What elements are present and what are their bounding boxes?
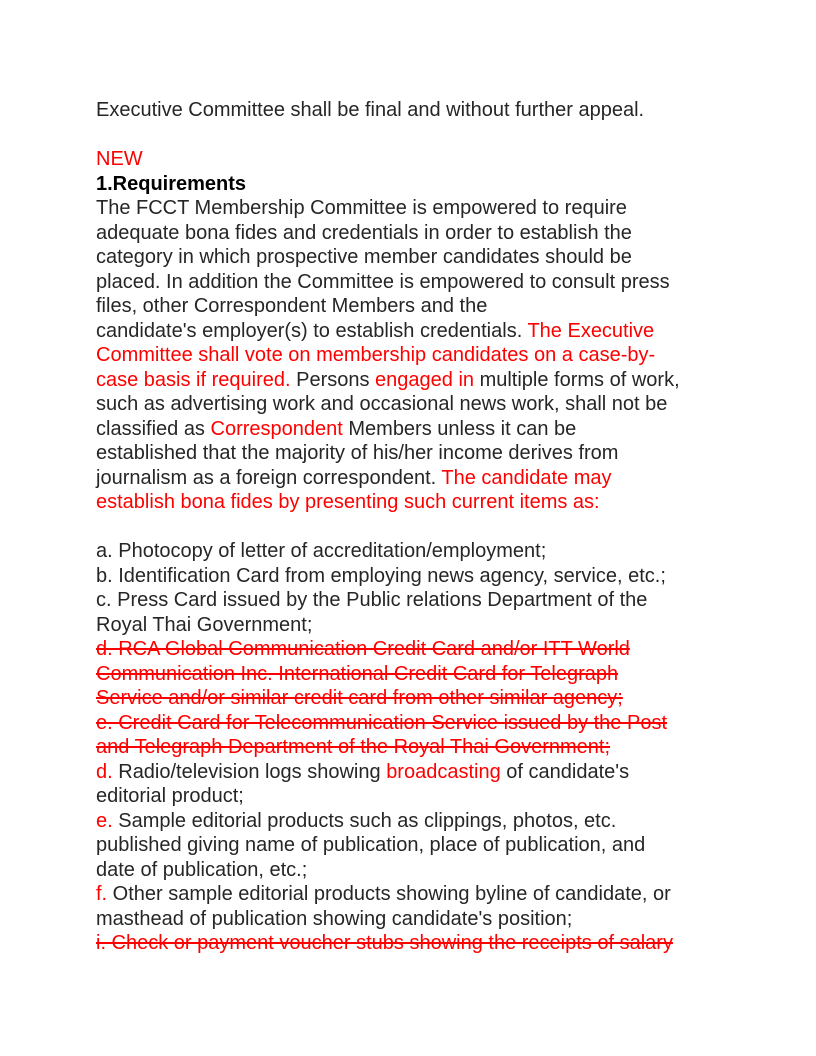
text-line: [96, 711, 667, 735]
text-segment: a. Photocopy of letter of accreditation/employment;: [96, 540, 547, 562]
text-line: [96, 833, 645, 857]
text-segment: files, other Correspondent Members and the: [96, 295, 488, 317]
text-segment: placed. In addition the Committee is empowered to consult press: [96, 270, 670, 293]
text-line: [96, 907, 572, 931]
revised-text: Committee shall vote on membership candidates on a case-by-: [96, 344, 656, 366]
text-line: [96, 588, 647, 612]
text-segment: adequate bona fides and credentials in order to establish the: [96, 221, 632, 244]
text-line: [96, 270, 670, 294]
text-line: [96, 858, 307, 882]
text-segment: multiple forms of work,: [474, 368, 680, 391]
text-line: [96, 368, 680, 392]
text-line: [96, 662, 618, 686]
text-line: [96, 686, 623, 710]
text-line: [96, 882, 671, 906]
revised-text: The candidate may: [441, 466, 612, 489]
text-segment: editorial product;: [96, 785, 244, 807]
text-segment: Executive Committee shall be final and without further appeal.: [96, 99, 645, 121]
text-line: [96, 490, 600, 514]
revised-text: Correspondent: [210, 417, 343, 440]
text-segment: Members unless it can be: [342, 417, 577, 440]
text-segment: Sample editorial products such as clippings, photos, etc.: [112, 809, 617, 832]
text-line: [96, 343, 655, 367]
text-line: [96, 735, 610, 759]
deleted-text: d. RCA Global Communication Credit Card and/or ITT World: [96, 638, 630, 660]
revised-text: NEW: [96, 148, 143, 170]
text-line: [96, 564, 666, 588]
revised-text: case basis if required.: [96, 368, 291, 391]
revised-text: broadcasting: [386, 760, 501, 783]
text-segment: b. Identification Card from employing news agency, service, etc.;: [96, 564, 666, 587]
text-segment: category in which prospective member candidates should be: [96, 246, 632, 268]
text-line: [96, 637, 630, 661]
text-line: [96, 466, 612, 490]
text-segment: Other sample editorial products showing byline of candidate, or: [107, 883, 671, 905]
text-line: [96, 196, 627, 220]
text-line: [96, 98, 644, 122]
deleted-text: Communication Inc. International Credit Card for Telegraph: [96, 662, 619, 685]
text-line: [96, 172, 246, 196]
text-line: [96, 441, 618, 465]
text-segment: of candidate's: [500, 760, 630, 783]
deleted-text: e. Credit Card for Telecommunication Service issued by the Post: [96, 711, 668, 734]
text-segment: masthead of publication showing candidate's position;: [96, 907, 573, 930]
text-segment: Persons: [290, 368, 376, 391]
deleted-text: Service and/or similar credit card from other similar agency;: [96, 687, 623, 709]
text-segment: journalism as a foreign correspondent.: [96, 466, 442, 489]
text-line: [96, 931, 673, 955]
text-line: [96, 809, 616, 833]
revised-text: f.: [96, 883, 108, 905]
text-line: [96, 221, 632, 245]
text-segment: established that the majority of his/her income derives from: [96, 442, 619, 464]
deleted-text: i. Check or payment voucher stubs showing the receipts of salary: [96, 932, 673, 954]
text-segment: The FCCT Membership Committee is empowered to require: [96, 197, 627, 219]
text-segment: Royal Thai Government;: [96, 613, 313, 636]
text-line: [96, 539, 546, 563]
text-line: [96, 294, 487, 318]
text-line: [96, 392, 667, 416]
text-segment: published giving name of publication, place of publication, and: [96, 834, 646, 856]
text-line: [96, 613, 312, 637]
text-segment: Radio/television logs showing: [112, 760, 387, 783]
text-line: [96, 784, 244, 808]
text-line: [96, 760, 629, 784]
text-line: [96, 245, 632, 269]
revised-text: establish bona fides by presenting such current items as:: [96, 491, 600, 513]
text-segment: c. Press Card issued by the Public relations Department of the: [96, 589, 648, 611]
deleted-text: and Telegraph Department of the Royal Thai Government;: [96, 736, 611, 758]
section-heading: 1.Requirements: [96, 172, 247, 195]
revised-text: e.: [96, 809, 113, 832]
text-line: [96, 417, 576, 441]
revised-text: engaged in: [375, 368, 475, 391]
revised-text: The Executive: [527, 319, 655, 342]
text-segment: such as advertising work and occasional news work, shall not be: [96, 393, 668, 415]
text-segment: candidate's employer(s) to establish credentials.: [96, 319, 528, 342]
text-line: [96, 319, 654, 343]
text-segment: date of publication, etc.;: [96, 858, 308, 881]
text-segment: classified as: [96, 417, 211, 440]
text-line: [96, 147, 143, 171]
revised-text: d.: [96, 760, 113, 783]
